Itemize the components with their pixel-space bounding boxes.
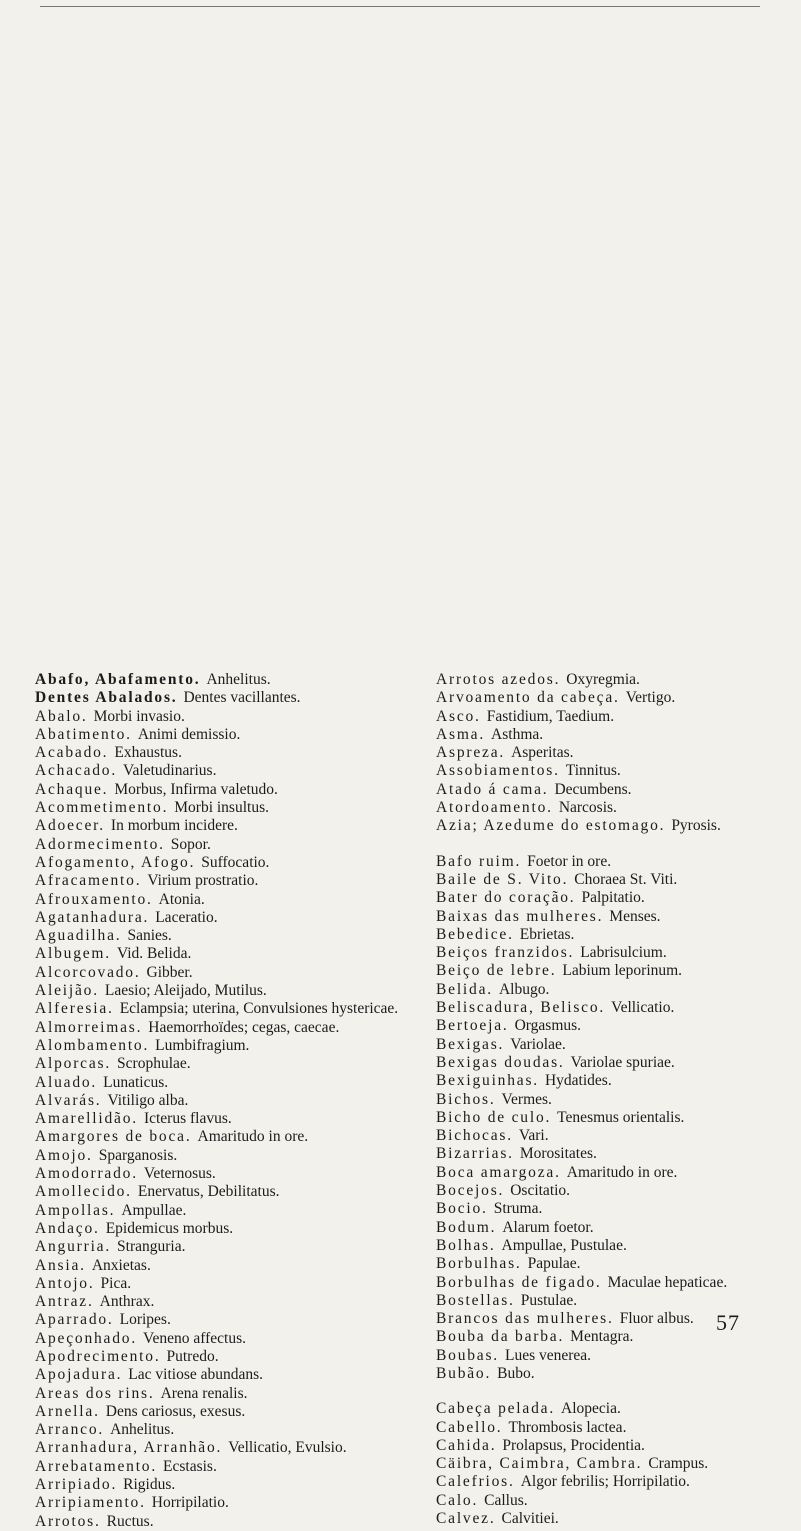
entry-gloss: Anthrax. [99,1293,155,1311]
entry-gloss: Vermes. [501,1090,552,1108]
entry-term: Bebedice. [436,925,514,943]
entry-gloss: Asperitas. [511,744,574,762]
entry-term: Alcorcovado. [35,963,141,981]
entry-term: Amojo. [35,1146,93,1164]
entry-term: Belida. [436,980,493,998]
entry-gloss: Albugo. [498,980,550,998]
entry-gloss: Palpitatio. [581,889,645,907]
entry-gloss: Pica. [100,1274,132,1292]
entry-term: Arranhadura, Arranhão. [35,1439,223,1457]
entry-gloss: Horripilatio. [151,1494,229,1512]
entry-term: Albugem. [35,945,111,963]
dictionary-entry [436,744,786,762]
entry-term: Bocejos. [436,1182,505,1200]
entry-gloss: Foetor in ore. [527,852,612,870]
dictionary-entry [35,836,410,854]
entry-term: Amargores de boca. [35,1128,192,1146]
dictionary-entry [436,1091,786,1109]
entry-term: Amodorrado. [35,1165,138,1183]
entry-term: Bichos. [436,1090,496,1108]
entry-gloss: Amaritudo in ore. [197,1128,309,1146]
dictionary-entry [436,1237,786,1255]
entry-gloss: Vertigo. [625,689,676,707]
dictionary-entry [35,1513,410,1531]
entry-term: Abalo. [35,707,88,725]
dictionary-entry [35,1183,410,1201]
entry-term: Alporcas. [35,1055,112,1073]
dictionary-entry [436,1219,786,1237]
entry-gloss: Morbi insultus. [174,799,269,817]
entry-gloss: Ebrietas. [519,925,575,943]
dictionary-entry [35,964,410,982]
entry-term: Arripiamento. [35,1494,146,1512]
entry-gloss: Lunaticus. [103,1073,169,1091]
entry-term: Angurria. [35,1238,112,1256]
entry-term: Borbulhas. [436,1255,522,1273]
entry-gloss: Anhelitus. [206,671,271,688]
dictionary-entry [436,944,786,962]
right-column [436,671,786,1528]
entry-gloss: Sopor. [170,835,211,853]
entry-term: Asma. [436,725,486,743]
left-column [35,671,410,1531]
dictionary-entry [35,1421,410,1439]
entry-gloss: Fastidium, Taedium. [486,707,615,725]
entry-term: Bertoeja. [436,1017,509,1035]
page-number: 57 [716,1310,740,1335]
dictionary-entry [35,817,410,835]
entry-gloss: Morositates. [519,1145,597,1163]
entry-term: Bouba da barba. [436,1328,565,1346]
entry-term: Dentes Abalados. [35,689,178,707]
dictionary-entry [436,1437,786,1455]
entry-term: Bater do coração. [436,889,576,907]
dictionary-entry [35,1385,410,1403]
dictionary-entry [35,1275,410,1293]
entry-gloss: Dentes vacillantes. [183,689,301,707]
entry-term: Azia; Azedume do estomago. [436,817,666,835]
entry-gloss: Laceratio. [155,908,218,926]
entry-term: Arrotos azedos. [436,671,561,688]
dictionary-entry [35,1238,410,1256]
entry-gloss: Alarum foetor. [502,1218,594,1236]
entry-term: Aluado. [35,1073,98,1091]
entry-term: Ansia. [35,1256,86,1274]
entry-term: Bichocas. [436,1127,513,1145]
entry-gloss: Oscitatio. [510,1182,571,1200]
dictionary-entry [35,781,410,799]
entry-gloss: Putredo. [166,1347,219,1365]
entry-term: Beiços franzidos. [436,944,575,962]
dictionary-entry [436,1365,786,1383]
entry-term: Agatanhadura. [35,908,150,926]
entry-term: Calo. [436,1491,479,1509]
entry-term: Arnella. [35,1402,100,1420]
entry-term: Bexiguinhas. [436,1072,539,1090]
dictionary-entry [35,1074,410,1092]
entry-gloss: Decumbens. [554,780,632,798]
dictionary-entry [35,1311,410,1329]
dictionary-entry [436,1182,786,1200]
entry-term: Bicho de culo. [436,1108,552,1126]
dictionary-entry [35,689,410,707]
entry-gloss: Vari. [518,1127,549,1145]
entry-term: Arrotos. [35,1512,101,1530]
entry-term: Assobiamentos. [436,762,560,780]
dictionary-entry [35,872,410,890]
dictionary-entry [436,871,786,889]
entry-gloss: Eclampsia; uterina, Convulsiones hystericae. [119,1000,399,1018]
entry-term: Aguadilha. [35,927,122,945]
entry-gloss: Ampullae, Pustulae. [501,1236,627,1254]
entry-gloss: Exhaustus. [114,744,182,762]
entry-term: Cabello. [436,1418,503,1436]
entry-term: Apodrecimento. [35,1347,161,1365]
entry-term: Bocio. [436,1200,488,1218]
entry-gloss: Epidemicus morbus. [105,1219,234,1237]
entry-gloss: Alopecia. [561,1400,621,1418]
dictionary-entry [436,708,786,726]
entry-gloss: Haemorrhoïdes; cegas, caecae. [148,1018,340,1036]
entry-term: Asco. [436,707,481,725]
entry-gloss: Tenesmus orientalis. [557,1108,685,1126]
entry-gloss: Scrophulae. [117,1055,191,1073]
entry-gloss: Arena renalis. [160,1384,248,1402]
entry-term: Cabeça pelada. [436,1400,556,1418]
entry-term: Abafo, Abafamento. [35,671,201,688]
entry-term: Almorreimas. [35,1018,143,1036]
entry-term: Arripiado. [35,1476,118,1494]
entry-term: Achacado. [35,762,118,780]
entry-term: Calvez. [436,1510,496,1528]
dictionary-entry [436,1419,786,1437]
entry-term: Aleijão. [35,982,99,1000]
entry-term: Adoecer. [35,817,105,835]
entry-gloss: Ecstasis. [163,1457,217,1475]
dictionary-entry [436,1274,786,1292]
entry-gloss: Prolapsus, Procidentia. [502,1436,645,1454]
entry-term: Ampollas. [35,1201,116,1219]
dictionary-entry [436,726,786,744]
dictionary-entry [436,853,786,871]
entry-gloss: Vid. Belida. [116,945,192,963]
section-gap [436,836,786,853]
dictionary-entry [35,1494,410,1512]
dictionary-entry [436,1145,786,1163]
entry-term: Alferesia. [35,1000,114,1018]
entry-gloss: Fluor albus. [619,1310,694,1328]
entry-gloss: Pyrosis. [671,817,721,835]
dictionary-entry [35,854,410,872]
entry-gloss: Veternosus. [143,1165,216,1183]
entry-term: Beiço de lebre. [436,962,557,980]
entry-term: Aspreza. [436,744,506,762]
dictionary-entry [35,726,410,744]
entry-gloss: Loripes. [119,1311,171,1329]
entry-term: Bexigas. [436,1035,505,1053]
dictionary-entry [35,982,410,1000]
dictionary-entry [436,1292,786,1310]
dictionary-entry [35,1092,410,1110]
entry-gloss: Laesio; Aleijado, Mutilus. [104,982,267,1000]
entry-gloss: Crampus. [648,1455,709,1473]
dictionary-entry [436,1017,786,1035]
entry-term: Areas dos rins. [35,1384,155,1402]
entry-gloss: Vitiligo alba. [107,1091,189,1109]
dictionary-entry [35,1330,410,1348]
dictionary-entry [436,999,786,1017]
dictionary-entry [35,744,410,762]
dictionary-entry [436,1473,786,1491]
entry-gloss: Ampullae. [121,1201,187,1219]
entry-gloss: Papulae. [527,1255,581,1273]
dictionary-entry [35,1037,410,1055]
entry-gloss: Callus. [484,1491,528,1509]
entry-term: Alombamento. [35,1036,150,1054]
entry-gloss: Lues venerea. [504,1346,592,1364]
entry-term: Bodum. [436,1218,497,1236]
entry-gloss: Orgasmus. [514,1017,582,1035]
entry-term: Borbulhas de figado. [436,1273,602,1291]
dictionary-entry [436,1400,786,1418]
dictionary-entry [35,1439,410,1457]
entry-gloss: Asthma. [491,725,544,743]
entry-gloss: Rigidus. [123,1476,176,1494]
entry-gloss: Pustulae. [520,1291,578,1309]
entry-gloss: Animi demissio. [137,725,241,743]
entry-term: Bexigas doudas. [436,1053,565,1071]
dictionary-entry [35,1293,410,1311]
entry-gloss: Icterus flavus. [143,1110,232,1128]
dictionary-entry [35,1403,410,1421]
entry-gloss: Vellicatio. [611,999,675,1017]
entry-gloss: Dens cariosus, exesus. [105,1402,246,1420]
entry-gloss: Virium prostratio. [147,872,259,890]
dictionary-entry [35,708,410,726]
entry-gloss: Narcosis. [558,799,617,817]
entry-gloss: Mentagra. [570,1328,634,1346]
entry-term: Afrouxamento. [35,890,153,908]
entry-term: Bolhas. [436,1236,496,1254]
entry-gloss: Calvitiei. [501,1510,559,1528]
entry-term: Cahida. [436,1436,497,1454]
dictionary-entry [436,981,786,999]
entry-term: Boca amargoza. [436,1163,561,1181]
entry-term: Bostellas. [436,1291,515,1309]
dictionary-entry [436,889,786,907]
entry-term: Alvarás. [35,1091,102,1109]
entry-gloss: Suffocatio. [201,853,270,871]
entry-gloss: Sparganosis. [98,1146,178,1164]
entry-term: Amollecido. [35,1183,132,1201]
top-rule [40,6,760,7]
entry-gloss: In morbum incidere. [110,817,238,835]
dictionary-entry [35,1202,410,1220]
dictionary-entry [35,891,410,909]
dictionary-entry [436,1036,786,1054]
dictionary-entry [35,1366,410,1384]
dictionary-entry [436,962,786,980]
entry-term: Bafo ruim. [436,852,522,870]
entry-gloss: Vellicatio, Evulsio. [228,1439,347,1457]
dictionary-entry [436,926,786,944]
dictionary-entry [436,1054,786,1072]
entry-term: Achaque. [35,780,109,798]
entry-gloss: Oxyregmia. [566,671,640,688]
dictionary-entry [436,1510,786,1528]
entry-term: Calefrios. [436,1473,515,1491]
entry-term: Afracamento. [35,872,142,890]
entry-term: Brancos das mulheres. [436,1310,614,1328]
entry-gloss: Labrisulcium. [580,944,667,962]
section-gap [436,1383,786,1400]
entry-gloss: Amaritudo in ore. [566,1163,678,1181]
dictionary-entry [436,817,786,835]
entry-gloss: Lac vitiose abundans. [128,1366,264,1384]
entry-term: Acommetimento. [35,799,169,817]
dictionary-entry [35,945,410,963]
dictionary-entry [436,1347,786,1365]
dictionary-entry [35,671,410,689]
entry-gloss: Variolae spuriae. [570,1053,675,1071]
dictionary-entry [436,671,786,689]
entry-term: Adormecimento. [35,835,165,853]
entry-gloss: Anxietas. [91,1256,151,1274]
entry-gloss: Enervatus, Debilitatus. [137,1183,280,1201]
entry-gloss: Sanies. [127,927,172,945]
entry-gloss: Variolae. [510,1035,566,1053]
entry-gloss: Choraea St. Viti. [574,870,678,888]
dictionary-entry [436,1072,786,1090]
entry-gloss: Struma. [493,1200,543,1218]
entry-gloss: Lumbifragium. [155,1036,250,1054]
entry-gloss: Algor febrilis; Horripilatio. [520,1473,690,1491]
dictionary-entry [436,1492,786,1510]
dictionary-entry [35,1147,410,1165]
entry-gloss: Tinnitus. [565,762,621,780]
entry-gloss: Ructus. [106,1512,154,1530]
entry-term: Beliscadura, Belisco. [436,999,606,1017]
entry-gloss: Morbi invasio. [93,707,185,725]
entry-term: Arvoamento da cabeça. [436,689,620,707]
entry-term: Apojadura. [35,1366,123,1384]
dictionary-entry [35,762,410,780]
entry-gloss: Atonia. [158,890,205,908]
entry-gloss: Menses. [609,907,661,925]
dictionary-entry [436,1109,786,1127]
entry-gloss: Maculae hepaticae. [607,1273,728,1291]
dictionary-entry [35,1476,410,1494]
dictionary-entry [35,1458,410,1476]
dictionary-entry [35,1257,410,1275]
entry-gloss: Veneno affectus. [143,1329,247,1347]
dictionary-entry [436,1255,786,1273]
dictionary-entry [436,781,786,799]
dictionary-entry [35,927,410,945]
entry-term: Antraz. [35,1293,94,1311]
entry-term: Boubas. [436,1346,499,1364]
dictionary-entry [35,1055,410,1073]
entry-term: Afogamento, Afogo. [35,853,196,871]
entry-term: Apeçonhado. [35,1329,138,1347]
entry-term: Antojo. [35,1274,95,1292]
entry-term: Andaço. [35,1219,100,1237]
entry-term: Atordoamento. [436,799,553,817]
entry-gloss: Hydatides. [544,1072,612,1090]
entry-term: Atado á cama. [436,780,549,798]
entry-term: Cäibra, Caimbra, Cambra. [436,1455,643,1473]
entry-term: Bubão. [436,1364,492,1382]
dictionary-entry [35,1220,410,1238]
dictionary-entry [35,799,410,817]
entry-gloss: Anhelitus. [110,1421,175,1439]
entry-term: Baile de S. Vito. [436,870,569,888]
entry-term: Acabado. [35,744,109,762]
dictionary-entry [35,1110,410,1128]
entry-gloss: Bubo. [497,1364,535,1382]
dictionary-entry [436,908,786,926]
entry-term: Abatimento. [35,725,132,743]
entry-term: Amarellidão. [35,1110,138,1128]
entry-gloss: Gibber. [146,963,193,981]
dictionary-entry [35,1128,410,1146]
dictionary-entry [436,1200,786,1218]
entry-term: Arranco. [35,1421,105,1439]
entry-term: Aparrado. [35,1311,114,1329]
entry-gloss: Labium leporinum. [562,962,683,980]
entry-term: Bizarrias. [436,1145,514,1163]
dictionary-entry [35,1348,410,1366]
entry-term: Baixas das mulheres. [436,907,604,925]
dictionary-entry [35,1165,410,1183]
dictionary-entry [436,1455,786,1473]
dictionary-entry [436,762,786,780]
entry-gloss: Stranguria. [117,1238,186,1256]
dictionary-entry [35,1019,410,1037]
dictionary-entry [436,689,786,707]
dictionary-entry [436,799,786,817]
entry-gloss: Morbus, Infirma valetudo. [114,780,278,798]
dictionary-entry [35,1000,410,1018]
entry-term: Arrebatamento. [35,1457,158,1475]
dictionary-entry [436,1164,786,1182]
dictionary-entry [436,1127,786,1145]
dictionary-entry [35,909,410,927]
entry-gloss: Thrombosis lactea. [508,1418,627,1436]
entry-gloss: Valetudinarius. [123,762,217,780]
